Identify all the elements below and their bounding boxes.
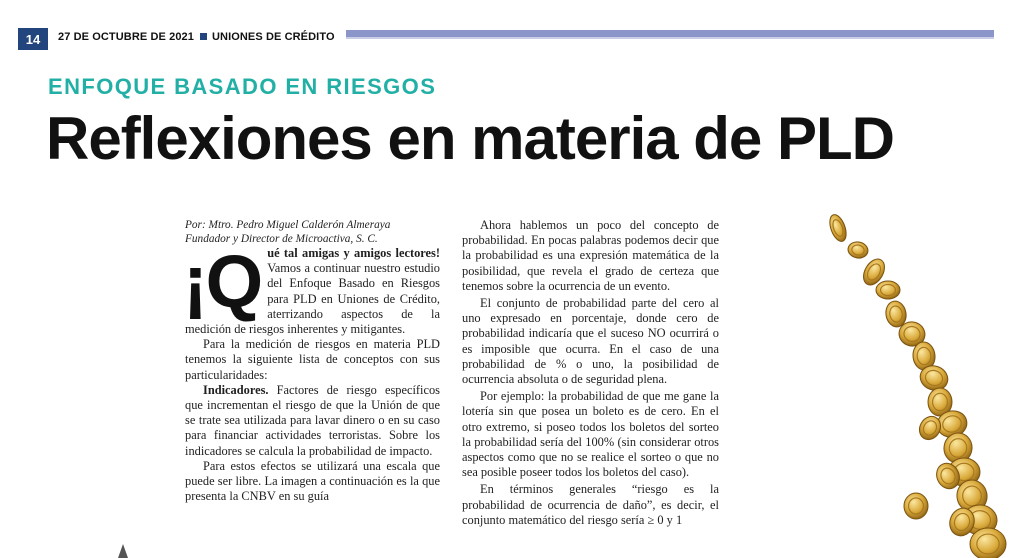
paragraph: Para estos efectos se utilizará una escala que puede ser libre. La imagen a continuación es la que presenta la CNBV en su guía <box>185 458 440 504</box>
paragraph-indicadores <box>185 383 440 459</box>
term-indicadores: Indicadores. <box>203 382 269 397</box>
drop-cap: ¡Q <box>183 240 262 323</box>
article-column-1 <box>185 218 440 504</box>
byline <box>185 218 440 246</box>
byline-role: Fundador y Director de Microactiva, S. C. <box>185 233 378 245</box>
square-bullet-icon <box>200 33 207 40</box>
header-date: 27 DE OCTUBRE DE 2021 <box>58 31 194 43</box>
coin-icon <box>904 493 928 519</box>
lead-paragraph <box>183 240 440 337</box>
arrow-up-icon <box>118 544 128 558</box>
header-section: UNIONES DE CRÉDITO <box>211 31 335 43</box>
lead-bold: ué tal amigas y amigos lectores! <box>267 246 440 260</box>
paragraph: El conjunto de probabilidad parte del cero al uno expresado en porcentaje, donde cero de probabilidad indicaría que el suceso NO ocurrirá o es imposible que ocurra. En el caso de una probabilidad de % o uno, la posibilidad de ocurrencia absoluta o de seguridad plena. <box>462 296 719 387</box>
indicadores-text: Factores de riesgo específicos que incrementan el riesgo de que la Unión de que se trate sea utilizada para lavar dinero o en su caso para financiar actividades terroristas. Sobre los indicadores se calcula la probabilidad de impacto. <box>185 382 440 458</box>
header-rule-thin <box>346 37 994 39</box>
gold-coins-icon <box>812 206 1024 558</box>
article-kicker: ENFOQUE BASADO EN RIESGOS <box>48 74 437 99</box>
byline-author: Por: Mtro. Pedro Miguel Calderón Almeraya <box>185 219 391 231</box>
coin-icon <box>876 281 900 299</box>
article-title: Reflexiones en materia de PLD <box>46 105 894 172</box>
coin-icon <box>827 212 850 243</box>
paragraph: Por ejemplo: la probabilidad de que me gane la lotería sin que posea un boleto es de cero. En el otro extremo, si poseo todos los boletos del sorteo la probabilidad sería del 100% (sin considerar otros aspectos como que no se realice el sorteo o que no sea posible poseer todos los boletos del caso). <box>462 389 719 480</box>
header-rule <box>346 30 994 37</box>
paragraph: Para la medición de riesgos en materia PLD tenemos la siguiente lista de conceptos con sus particularidades: <box>185 337 440 382</box>
paragraph: Ahora hablemos un poco del concepto de probabilidad. En pocas palabras podemos decir que la probabilidad es una expresión matemática de la posibilidad, que revela el grado de certeza que tenemos sobre la ocurrencia de un evento. <box>462 218 719 293</box>
article-column-2 <box>462 218 719 530</box>
coin-icon <box>847 240 869 259</box>
running-header <box>58 31 335 43</box>
lead-text: Vamos a continuar nuestro estudio del Enfoque Basado en Riesgos para PLD en Uniones de Crédito, aterrizando aspectos de la medición de riesgos inherentes y mitigantes. <box>185 261 440 337</box>
page-number-badge: 14 <box>18 28 48 50</box>
coins-illustration <box>812 206 1024 558</box>
paragraph: En términos generales “riesgo es la probabilidad de ocurrencia de daño”, es decir, el conjunto matemático del riesgo sería ≥ 0 y 1 <box>462 482 719 527</box>
